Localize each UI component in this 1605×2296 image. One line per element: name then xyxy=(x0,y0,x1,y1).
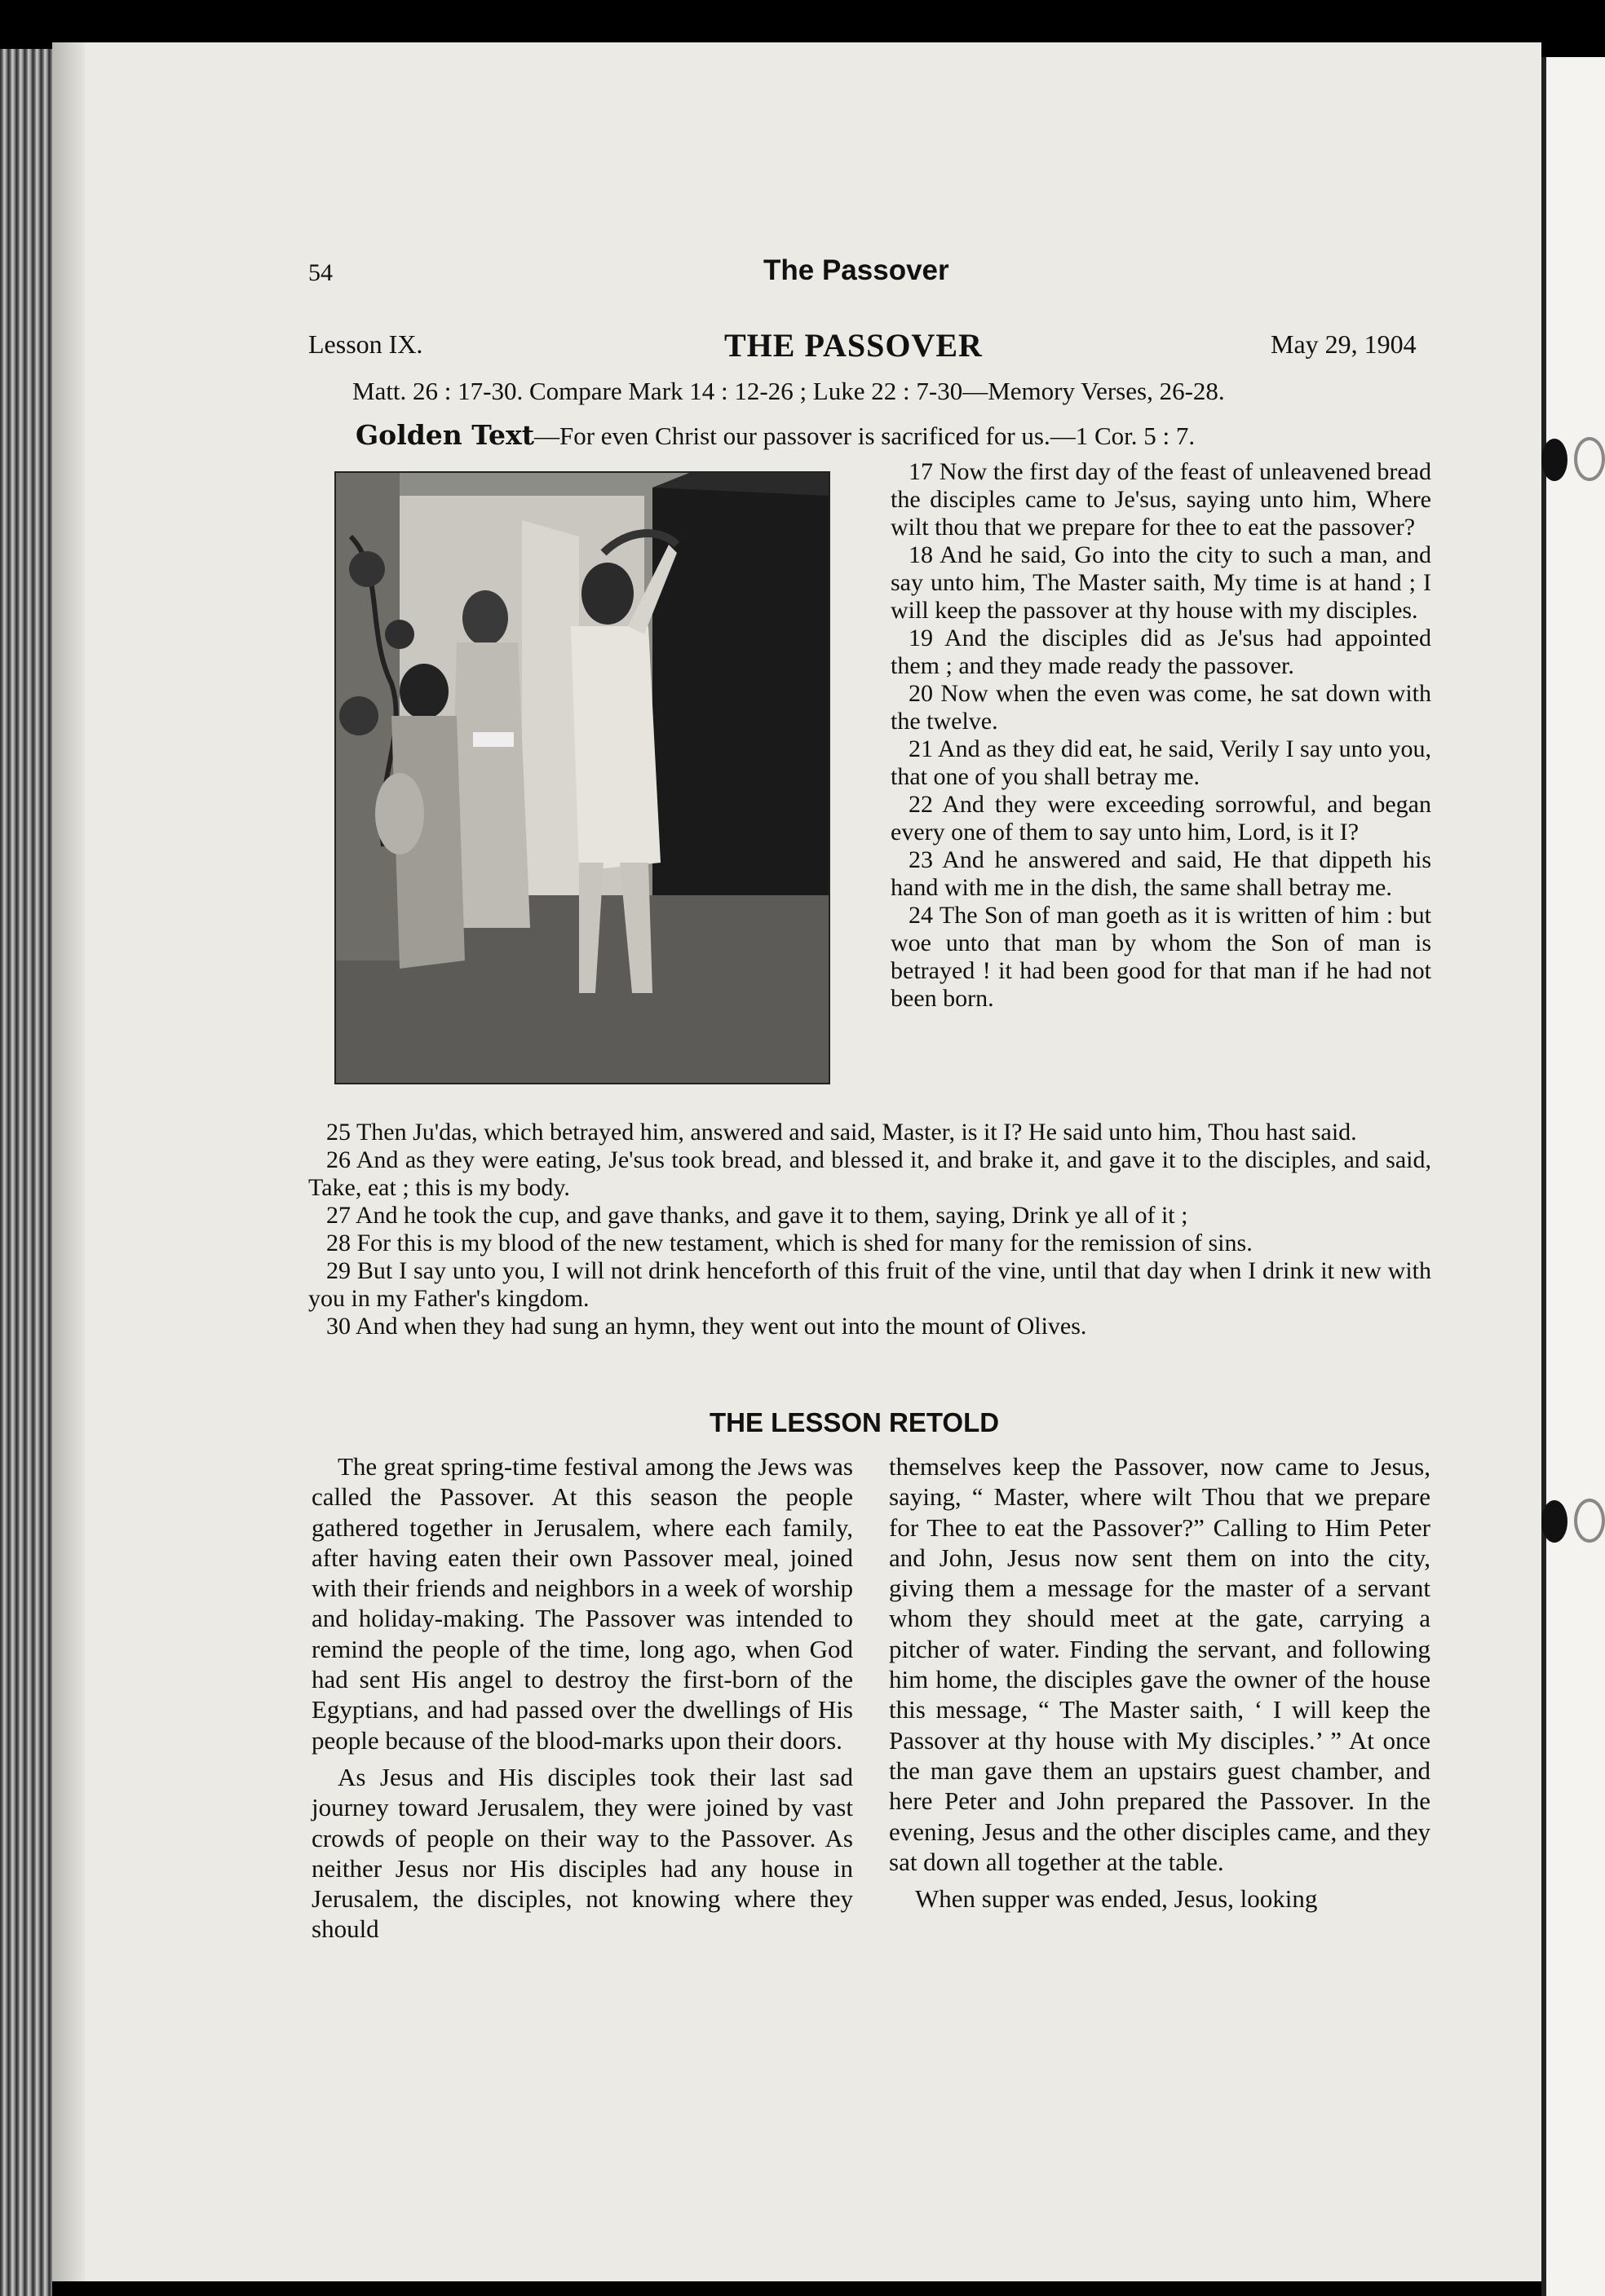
verse-30: 30 And when they had sung an hymn, they went out into the mount of Olives. xyxy=(326,1313,1087,1340)
verse-21: 21 And as they did eat, he said, Verily I say unto you, that one of you shall betray me. xyxy=(891,735,1431,790)
binding-mark xyxy=(1541,1500,1567,1543)
retold-paragraph: When supper was ended, Jesus, looking xyxy=(915,1884,1318,1914)
retold-paragraph-continued: themselves keep the Passover, now came to Jesus, saying, “ Master, where wilt Thou that we prepare for Thee to eat the Passover?” Calling to Him Peter and John, Jesus now sent them on into the city, giving them a message for the master of a servant whom they should meet at the gate, carrying a pitcher of water. Finding the servant, and following him home, the disciples gave the owner of the house this message, “ The Master saith, ‘ I will keep the Passover at thy house with My disciples.’ ” At once the man gave them an upstairs guest chamber, and here Peter and John prepared the Passover. In the evening, Jesus and the other disciples came, and they sat down all together at the table. xyxy=(889,1452,1430,1876)
verse-24: 24 The Son of man goeth as it is written of him : but woe unto that man by whom the Son of man is betrayed ! it had been good for that man if he had not been born. xyxy=(891,902,1431,1012)
verse-19: 19 And the disciples did as Je'sus had appointed them ; and they made ready the passover. xyxy=(891,625,1431,679)
verses-full-width xyxy=(308,1119,1431,1340)
verse-26: 26 And as they were eating, Je'sus took bread, and blessed it, and brake it, and gave it to the disciples, and said, Take, eat ; this is my body. xyxy=(308,1146,1431,1201)
golden-text-label: Golden Text xyxy=(356,419,534,451)
verse-23: 23 And he answered and said, He that dippeth his hand with me in the dish, the same shall betray me. xyxy=(891,846,1431,901)
running-head: The Passover xyxy=(763,254,949,286)
page-number: 54 xyxy=(308,259,333,286)
book-spine xyxy=(0,49,52,2296)
verse-17: 17 Now the first day of the feast of unleavened bread the disciples came to Je'sus, saying unto him, Where wilt thou that we prepare for thee to eat the passover? xyxy=(891,458,1431,541)
retold-right-column xyxy=(889,1451,1430,1920)
golden-text-body: —For even Christ our passover is sacrificed for us.—1 Cor. 5 : 7. xyxy=(533,422,1196,450)
verse-28: 28 For this is my blood of the new testament, which is shed for many for the remission of sins. xyxy=(326,1230,1253,1256)
verses-right-column xyxy=(891,458,1431,1013)
scripture-references: Matt. 26 : 17-30. Compare Mark 14 : 12-26 ; Luke 22 : 7-30—Memory Verses, 26-28. xyxy=(352,377,1225,405)
lesson-title: THE PASSOVER xyxy=(724,327,983,364)
verse-27: 27 And he took the cup, and gave thanks, and gave it to them, saying, Drink ye all of it ; xyxy=(326,1202,1188,1229)
verse-29: 29 But I say unto you, I will not drink henceforth of this fruit of the vine, until that day when I drink it new with you in my Father's kingdom. xyxy=(308,1257,1431,1312)
lesson-label: Lesson IX. xyxy=(308,329,423,359)
verse-18: 18 And he said, Go into the city to such a man, and say unto him, The Master saith, My time is at hand ; I will keep the passover at thy house with my disciples. xyxy=(891,541,1431,624)
binding-mark xyxy=(1574,437,1605,481)
facing-page-edge xyxy=(1541,57,1605,2296)
retold-paragraph: The great spring-time festival among the Jews was called the Passover. At this season the people gathered together in Jerusalem, where each family, after having eaten their own Passover meal, joined with their friends and neighbors in a week of worship and holiday-making. The Passover was intended to remind the people of the time, long ago, when God had sent His angel to destroy the first-born of the Egyptians, and had passed over the dwellings of His people because of the blood-marks upon their doors. xyxy=(312,1452,853,1755)
golden-text xyxy=(356,419,1195,451)
lesson-date: May 29, 1904 xyxy=(1271,329,1417,359)
page-gutter xyxy=(52,42,85,2281)
retold-left-column xyxy=(312,1451,853,1951)
retold-paragraph: As Jesus and His disciples took their last sad journey toward Jerusalem, they were joined by vast crowds of people on their way to the Passover. As neither Jesus nor His disciples had any house in Jerusalem, the disciples, not knowing where they should xyxy=(312,1762,853,1944)
verse-25: 25 Then Ju'das, which betrayed him, answered and said, Master, is it I? He said unto him, Thou hast said. xyxy=(326,1119,1357,1146)
retold-heading: THE LESSON RETOLD xyxy=(710,1407,1000,1437)
verse-22: 22 And they were exceeding sorrowful, and began every one of them to say unto him, Lord, is it I? xyxy=(891,791,1431,846)
binding-mark xyxy=(1541,439,1567,481)
verse-20: 20 Now when the even was come, he sat down with the twelve. xyxy=(891,680,1431,735)
illustration-image xyxy=(334,471,830,1084)
illustration-passover xyxy=(334,471,830,1084)
binding-mark xyxy=(1574,1499,1605,1543)
